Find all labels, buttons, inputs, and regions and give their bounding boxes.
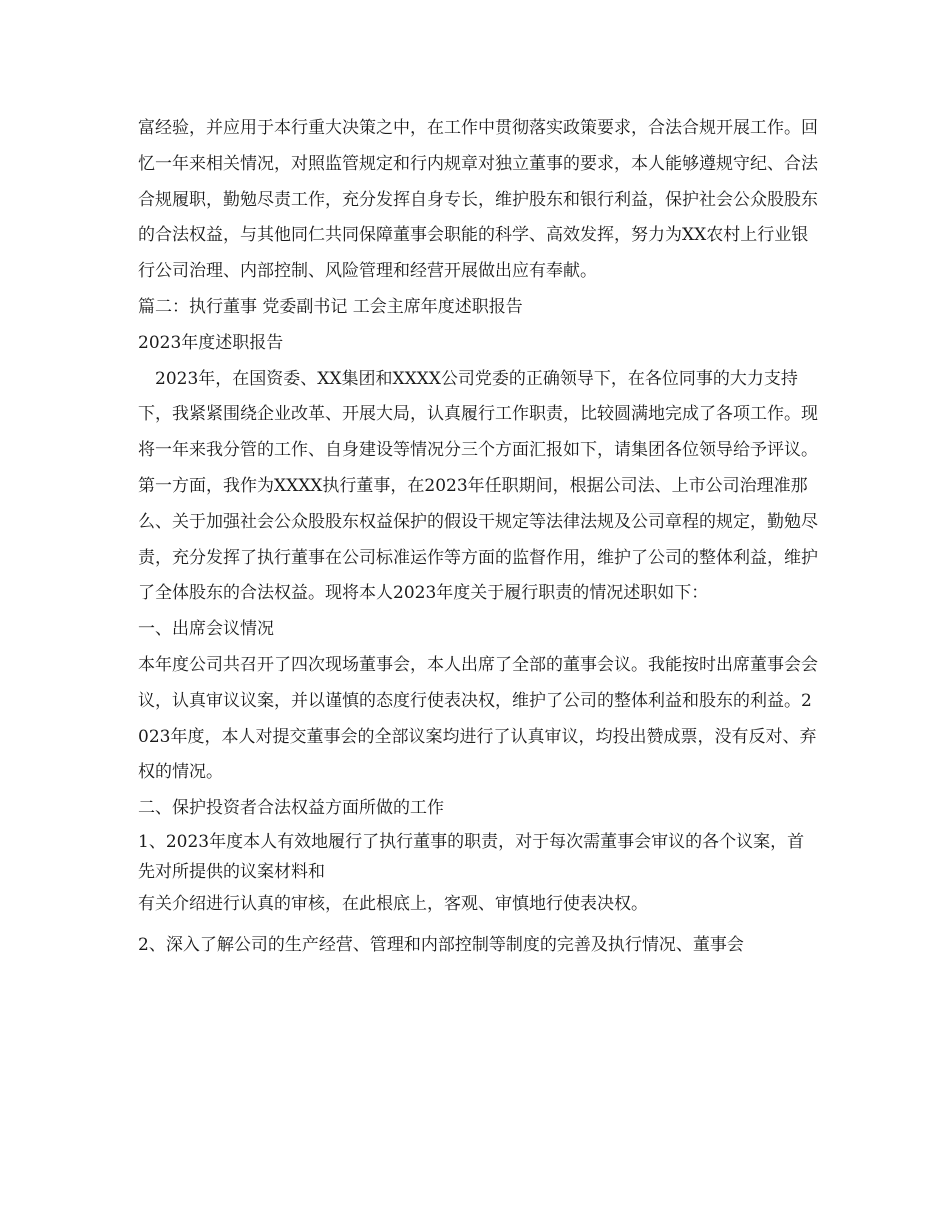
paragraph-introduction: 2023年，在国资委、XX集团和XXXX公司党委的正确领导下，在各位同事的大力支持下，我紧紧围绕企业改革、开展大局，认真履行工作职责，比较圆满地完成了各项工作。现将一年来我分管的工作、自身建设等情况分三个方面汇报如下，请集团各位领导给予评议。 [138,368,818,461]
section-heading-part-two: 篇二：执行董事 党委副书记 工会主席年度述职报告 [138,296,523,317]
list-item-1-part-b: 有关介绍进行认真的审核，在此根底上，客观、审慎地行使表决权。 [138,893,648,914]
paragraph-independent-director-summary: 富经验，并应用于本行重大决策之中，在工作中贯彻落实政策要求，合法合规开展工作。回忆一年来相关情况，对照监管规定和行内规章对独立董事的要求，本人能够遵规守纪、合法合规履职，勤勉尽责工作，充分发挥自身专长，维护股东和银行利益，保护社会公众股股东的合法权益，与其他同仁共同保障董事会职能的科学、高效发挥，努力为XX农村上行业银行公司治理、内部控制、风险管理和经营开展做出应有奉献。 [138,118,818,282]
heading-meeting-attendance: 一、出席会议情况 [138,619,274,640]
document-body [138,111,818,964]
list-item-1-part-a: 1、2023年度本人有效地履行了执行董事的职责，对于每次需董事会审议的各个议案，首先对所提供的议案材料和 [138,831,805,882]
report-title: 2023年度述职报告 [138,332,284,353]
heading-investor-protection: 二、保护投资者合法权益方面所做的工作 [138,798,444,819]
paragraph-first-aspect: 第一方面，我作为XXXX执行董事，在2023年任职期间，根据公司法、上市公司治理准那么、关于加强社会公众股股东权益保护的假设干规定等法律法规及公司章程的规定，勤勉尽责，充分发挥了执行董事在公司标准运作等方面的监督作用，维护了公司的整体利益，维护了全体股东的合法权益。现将本人2023年度关于履行职责的情况述职如下： [138,475,818,604]
list-item-2: 2、深入了解公司的生产经营、管理和内部控制等制度的完善及执行情况、董事会 [138,934,744,955]
paragraph-meeting-attendance: 本年度公司共召开了四次现场董事会，本人出席了全部的董事会议。我能按时出席董事会会议，认真审议议案，并以谨慎的态度行使表决权，维护了公司的整体利益和股东的利益。2023年度，本人对提交董事会的全部议案均进行了认真审议，均投出赞成票，没有反对、弃权的情况。 [138,654,818,783]
